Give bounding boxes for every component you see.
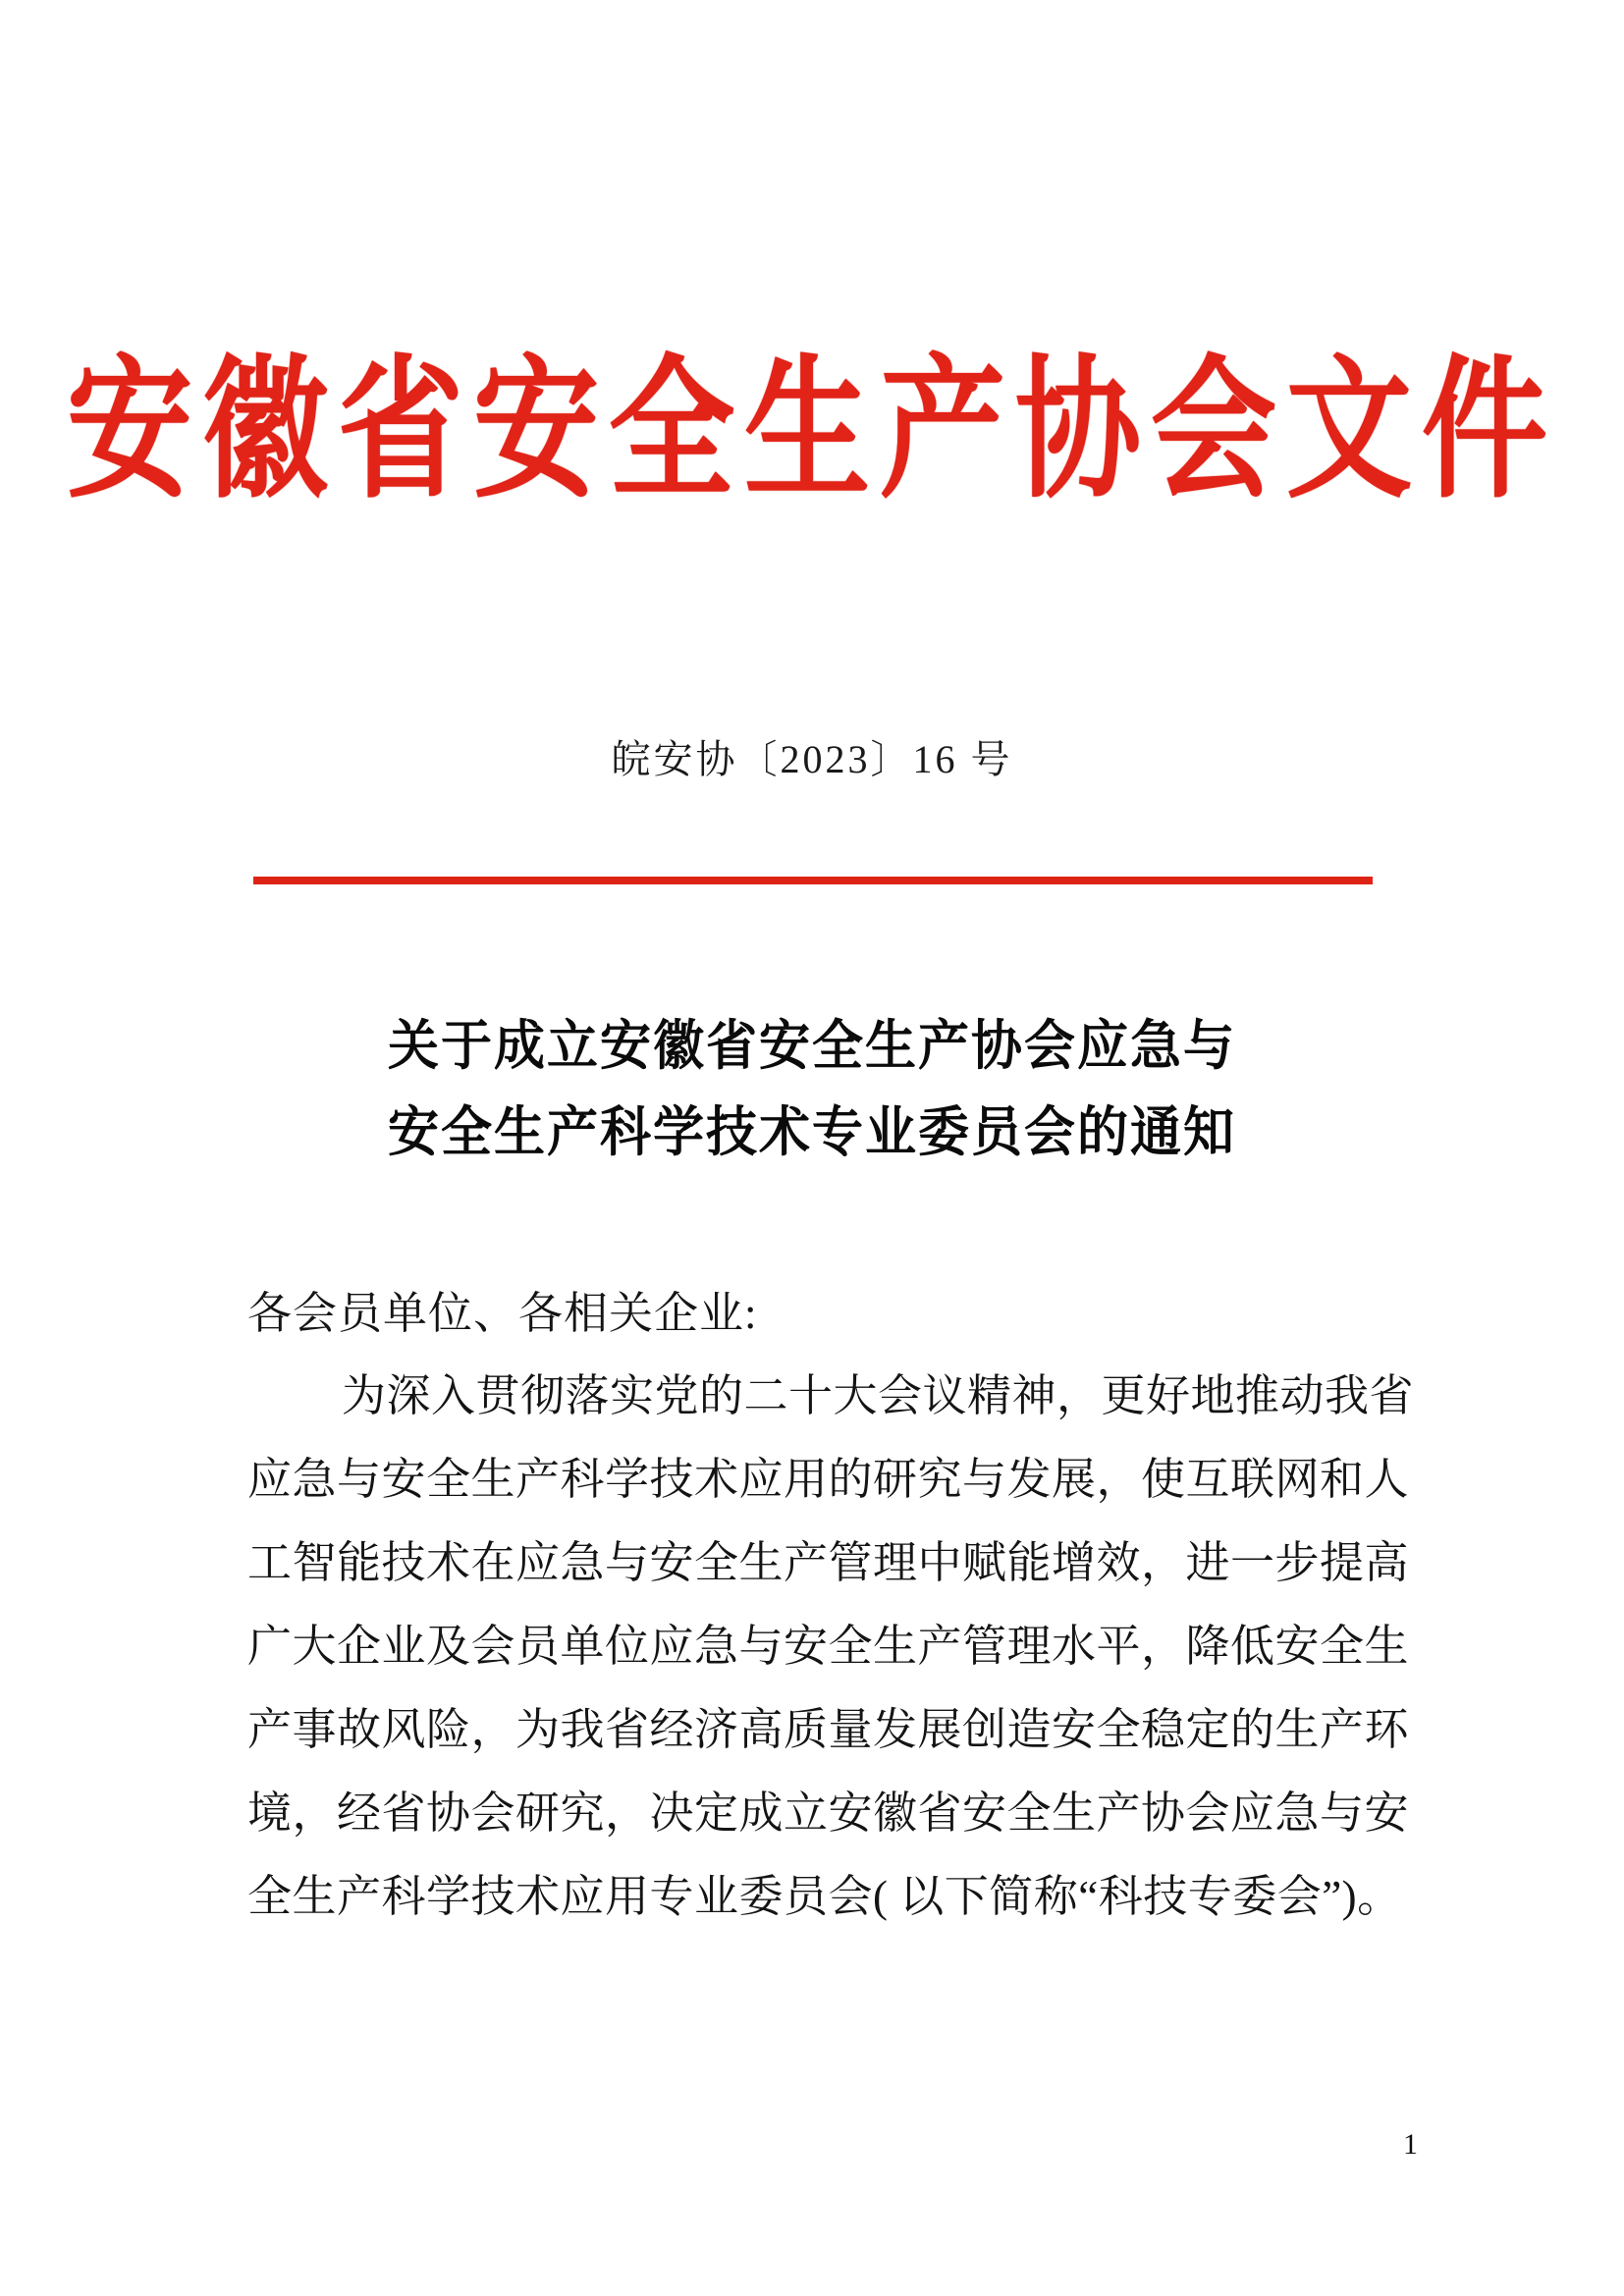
body-paragraph-line: 全生产科学技术应用专业委员会( 以下简称“科技专委会”)。 (247, 1872, 1402, 1921)
body-paragraph-line: 产事故风险，为我省经济高质量发展创造安全稳定的生产环 (247, 1705, 1410, 1754)
masthead-title: 安徽省安全生产协会文件 (66, 340, 1557, 520)
masthead (0, 340, 1624, 520)
document-number: 皖安协〔2023〕16 号 (611, 737, 1013, 781)
body-paragraph-line: 应急与安全生产科学技术应用的研究与发展，使互联网和人 (247, 1455, 1410, 1504)
page-number: 1 (1403, 2128, 1418, 2161)
document-title-line-2: 安全生产科学技术专业委员会的通知 (387, 1101, 1236, 1164)
document-title (0, 1003, 1624, 1176)
document-number-row (0, 728, 1624, 784)
body-paragraph-line: 境，经省协会研究，决定成立安徽省安全生产协会应急与安 (247, 1789, 1410, 1838)
document-title-line-1: 关于成立安徽省安全生产协会应急与 (387, 1015, 1236, 1078)
body-paragraph-line: 广大企业及会员单位应急与安全生产管理水平，降低安全生 (247, 1622, 1410, 1671)
red-separator-rule (253, 877, 1373, 884)
body-paragraph-line: 为深入贯彻落实党的二十大会议精神，更好地推动我省 (342, 1371, 1415, 1420)
salutation: 各会员单位、各相关企业: (247, 1289, 758, 1338)
document-body (247, 1272, 1415, 1939)
body-paragraph-line: 工智能技术在应急与安全生产管理中赋能增效，进一步提高 (247, 1538, 1410, 1587)
